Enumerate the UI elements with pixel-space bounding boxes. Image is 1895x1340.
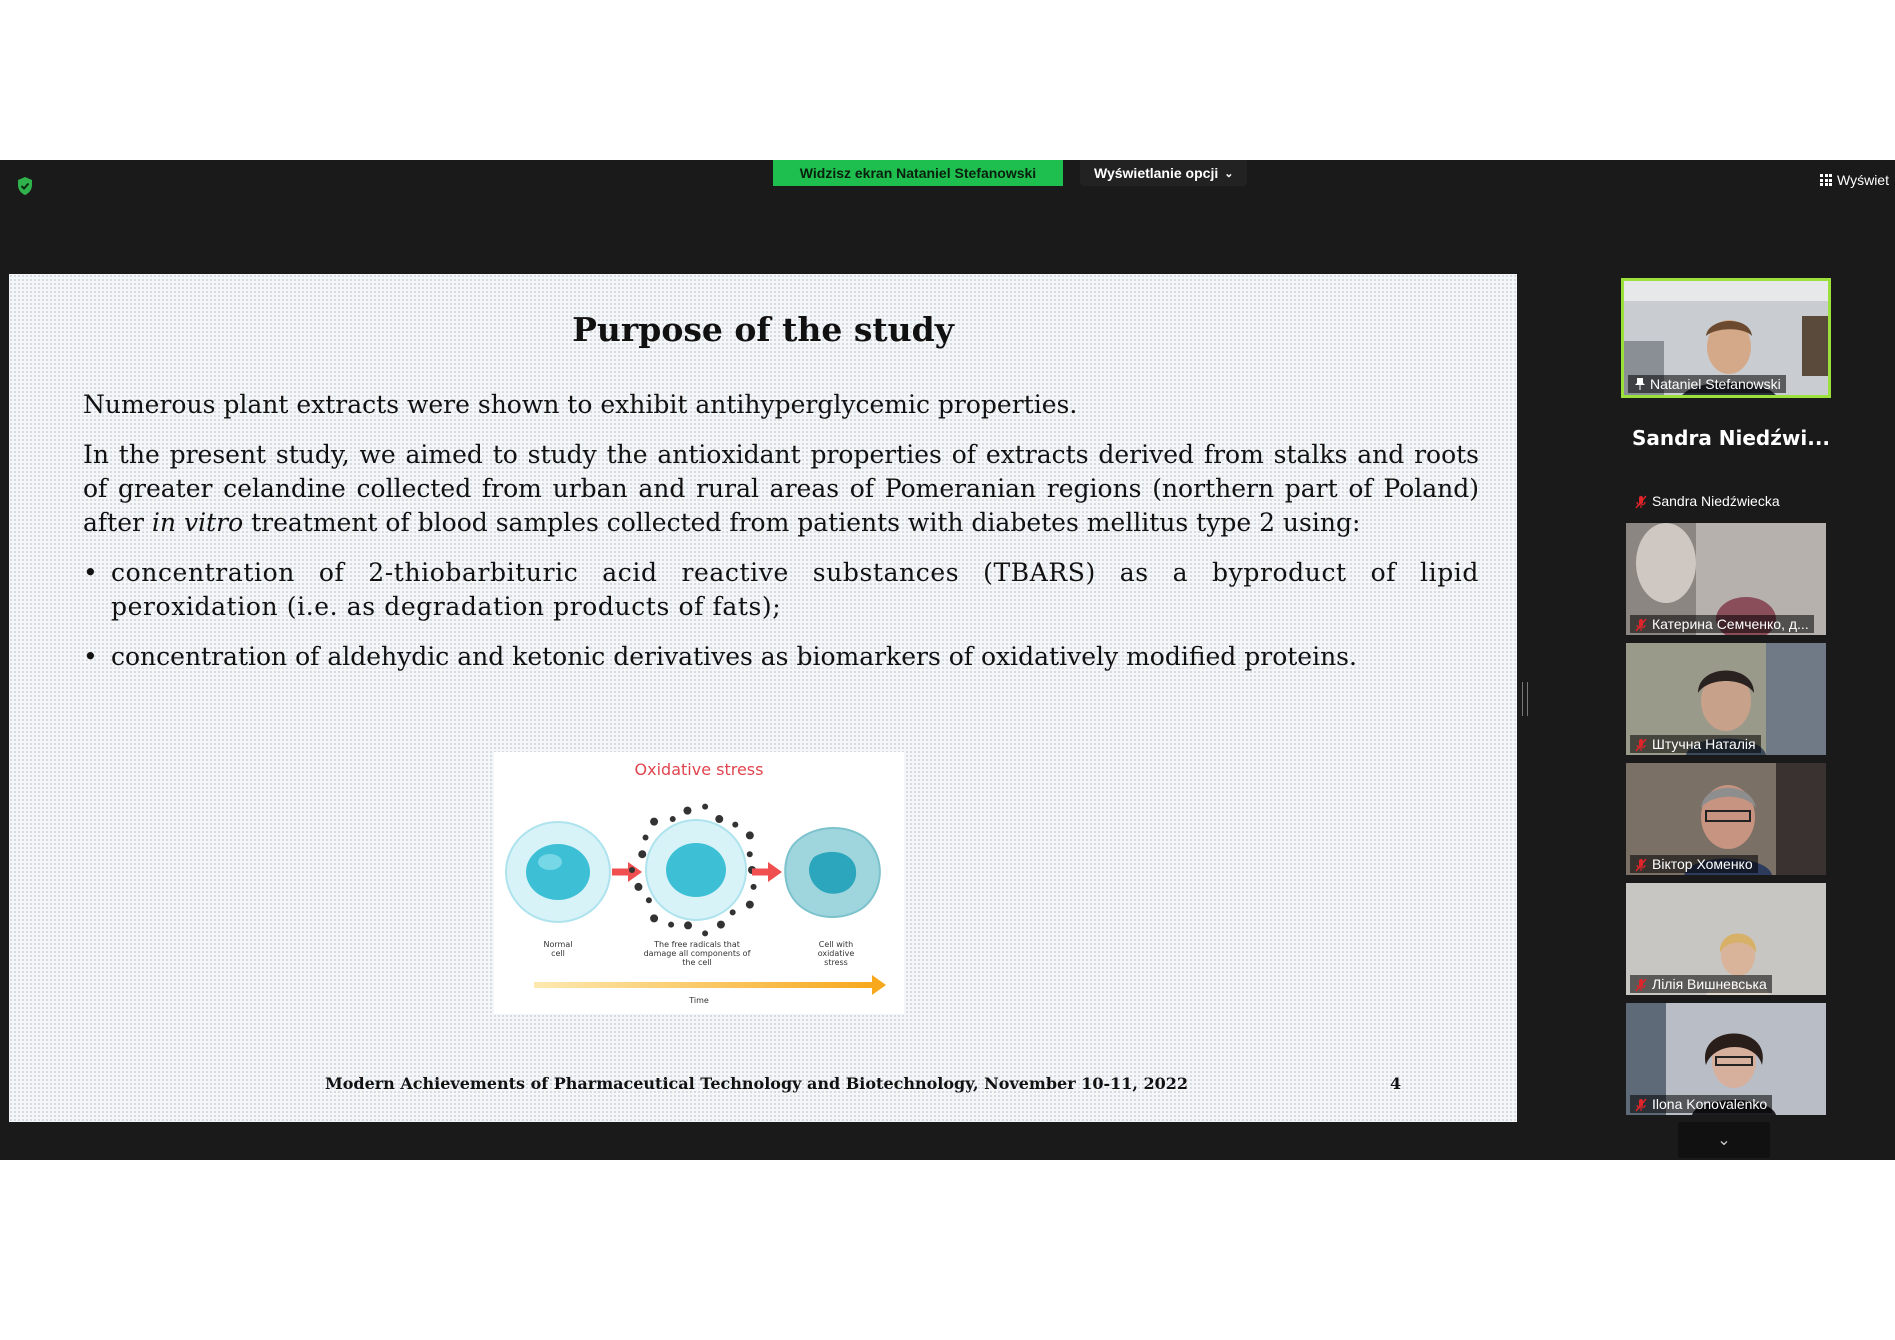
participant-name — [1628, 375, 1786, 393]
free-radical-dot — [730, 909, 736, 915]
caption-time: Time — [689, 996, 709, 1005]
participant-tile[interactable] — [1626, 523, 1826, 635]
participant-name-text: Штучна Наталія — [1652, 736, 1756, 752]
participant-name-text: Nataniel Stefanowski — [1650, 376, 1781, 392]
meeting-window — [0, 160, 1895, 1160]
cell-illustration — [494, 752, 904, 1014]
slide-paragraph: Numerous plant extracts were shown to exhibit antihyperglycemic properties. — [83, 390, 1078, 419]
mic-muted-icon — [1635, 495, 1647, 509]
participant-name-text: Ilona Konovalenko — [1652, 1096, 1768, 1112]
participant-tile[interactable] — [1626, 643, 1826, 755]
free-radical-dot — [650, 818, 658, 826]
mic-muted-icon — [1635, 1098, 1647, 1112]
participant-name-text: Катерина Семченко, д... — [1652, 616, 1809, 632]
free-radical-dot — [638, 850, 646, 858]
participant-name — [1630, 975, 1772, 993]
free-radical-dot — [650, 914, 658, 922]
participant-name-text: Sandra Niedźwiecka — [1652, 493, 1780, 509]
paragraph-italic: in vitro — [151, 508, 244, 537]
free-radical-dot — [702, 930, 708, 936]
slide-paragraph — [83, 438, 1479, 540]
free-radical-dot — [717, 921, 725, 929]
free-radical-dot — [629, 867, 635, 873]
view-layout-button[interactable] — [1820, 172, 1889, 188]
slide-footer: Modern Achievements of Pharmaceutical Technology and Biotechnology, November 10-11, 2022 — [325, 1074, 1189, 1093]
figure-title: Oxidative stress — [634, 760, 764, 779]
participant-name-text: Віктор Хоменко — [1652, 856, 1753, 872]
view-options-button[interactable] — [1080, 160, 1247, 186]
free-radical-dot — [670, 816, 676, 822]
scroll-down-button[interactable] — [1678, 1122, 1770, 1158]
free-radical-dot — [746, 831, 754, 839]
free-radical-dot — [643, 835, 649, 841]
pin-icon — [1634, 377, 1646, 391]
free-radical-dot — [684, 921, 692, 929]
paragraph-text: In the present study, we aimed to study the antioxidant properties of extracts derived from stalks and roots of greater celandine collected from urban and rural areas of Pomeranian regions (northern part of Poland) after — [83, 440, 1479, 537]
view-layout-label: Wyświet — [1837, 172, 1889, 188]
panel-resize-handle[interactable] — [1522, 682, 1528, 716]
free-radical-dot — [683, 807, 691, 815]
caption-free-radicals: The free radicals that damage all components of the cell — [643, 940, 751, 967]
shared-slide — [9, 274, 1517, 1122]
participant-tile-no-video[interactable] — [1626, 400, 1831, 512]
bullet-item: • concentration of aldehydic and ketonic derivatives as biomarkers of oxidatively modified proteins. — [83, 640, 1479, 674]
participant-display-name: Sandra Niedźwi... — [1632, 426, 1831, 450]
caption-normal-cell: Normal cell — [543, 940, 573, 958]
participant-name — [1630, 492, 1785, 510]
participant-name — [1630, 1095, 1772, 1113]
slide-title: Purpose of the study — [572, 310, 954, 349]
participant-tile-active[interactable] — [1621, 278, 1831, 398]
slide-page-number: 4 — [1390, 1074, 1402, 1093]
free-radical-dot — [634, 883, 642, 891]
mic-muted-icon — [1635, 738, 1647, 752]
oxidative-stress-figure — [494, 752, 904, 1014]
screen-share-banner: Widzisz ekran Nataniel Stefanowski — [773, 160, 1063, 186]
chevron-down-icon: ⌄ — [1224, 167, 1234, 180]
free-radical-dot — [715, 815, 723, 823]
participant-tile[interactable] — [1626, 1003, 1826, 1115]
participant-tile[interactable] — [1626, 763, 1826, 875]
free-radical-dot — [751, 884, 757, 890]
free-radical-dot — [746, 901, 754, 909]
participant-name — [1630, 615, 1814, 633]
participant-name — [1630, 735, 1761, 753]
caption-stressed-cell: Cell with oxidative stress — [817, 940, 855, 967]
bullet-item: • concentration of 2-thiobarbituric acid reactive substances (TBARS) as a byproduct of lipid peroxidation (i.e. as degradation products of fats); — [83, 556, 1479, 624]
bullet-list — [83, 556, 1479, 674]
slide-body — [83, 388, 1479, 690]
participant-tile[interactable] — [1626, 883, 1826, 995]
mic-muted-icon — [1635, 618, 1647, 632]
participant-name — [1630, 855, 1758, 873]
chevron-down-icon: ⌄ — [1717, 1132, 1731, 1149]
mic-muted-icon — [1635, 858, 1647, 872]
grid-icon — [1820, 174, 1832, 186]
shield-icon[interactable] — [16, 176, 34, 196]
view-options-label: Wyświetlanie opcji — [1094, 165, 1219, 181]
mic-muted-icon — [1635, 978, 1647, 992]
free-radical-dot — [668, 922, 674, 928]
free-radical-dot — [646, 897, 652, 903]
participant-name-text: Лілія Вишневська — [1652, 976, 1767, 992]
free-radical-dot — [732, 822, 738, 828]
paragraph-text: treatment of blood samples collected from patients with diabetes mellitus type 2 using: — [243, 508, 1361, 537]
free-radical-dot — [747, 851, 753, 857]
free-radical-dot — [702, 804, 708, 810]
